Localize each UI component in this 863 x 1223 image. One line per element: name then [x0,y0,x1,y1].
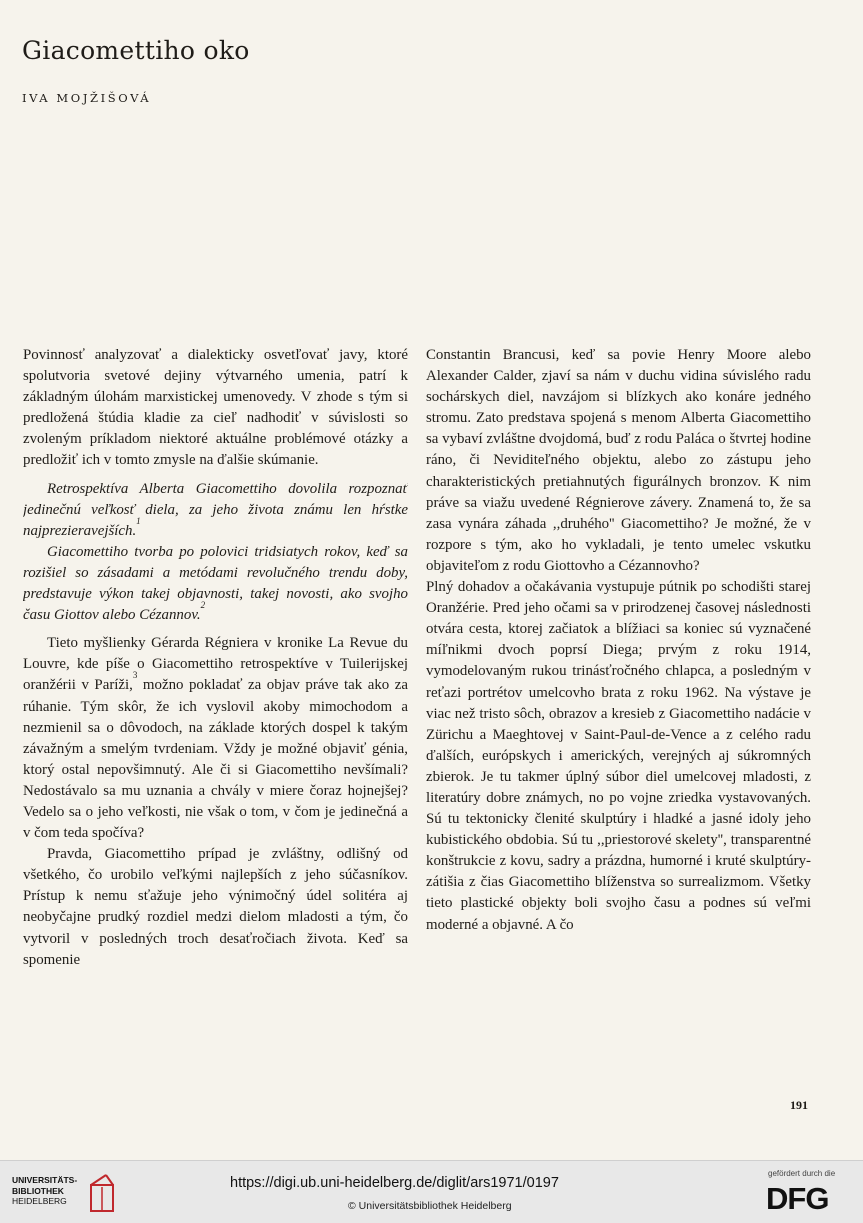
funding-note: gefördert durch die [768,1169,836,1178]
left-text-column [23,345,408,1085]
paragraph: Pravda, Giacomettiho prípad je zvláštny, odlišný od všetkého, čo urobilo veľkými najlepších z jeho súčasníkov. Prístup k nemu sťažuje jeho výnimočný údel solitéra aj neobyčajne prudký rozdiel medzi dielom mladosti a tým, čo vytvoril v posledných troch desaťročiach života. Keď sa spomenie [23,846,408,968]
footnote-ref[interactable]: 2 [200,600,206,611]
paragraph: Constantin Brancusi, keď sa povie Henry Moore alebo Alexander Calder, zjaví sa nám v duchu vidina súvislého radu sochárskych diel, navzájom si blízkych ako konáre jedného stromu. Zato predstava spojená s menom Alberta Giacomettiho sa vybaví zvláštne dvojdomá, buď z rodu Paláca o štvrtej hodine ráno, či Neviditeľného objektu, alebo zo zástupu jeho charakteristických pretiahnutých figurálnych bronzov. K nim práve sa viažu uvedené Régnierove závery. Znamená to, že sa zasa vynára záhada ,,druhého'' Giacomettiho? Je možné, že v rozpore s tým, ako ho vykladali, je tento umelec vskutku objaviteľom z rodu Giottovho a Cézannovho? [426,347,811,574]
library-logo[interactable] [12,1173,122,1213]
page-number: 191 [790,1098,808,1112]
quote-paragraph: Giacomettiho tvorba po polovici tridsiatych rokov, keď sa rozišiel so zásadami a metódami revolučného trendu doby, predstavuje výkon takej objavnosti, takej novosti, ako svojho času Giottov alebo Cézannov.$^2$ [23,543,408,624]
paragraph: Tieto myšlienky Gérarda Régniera v kronike La Revue du Louvre, kde píše o Giacomettiho retrospektíve v Tuilerijskej oranžérii v Paríži,$^3$ možno pokladať za objav práve tak ako za rúhanie. Tým skôr, že ich vyslovil akoby mimochodom a nezmienil sa o dôvodoch, na základe ktorých dospel k takým závažným a smelým tvrdeniam. Vždy je možné objaviť génia, ktorý ostal nepovšimnutý. Ale či si Giacomettiho nevšímali? Nedostávalo sa mu uznania a chvály v miere čoraz hojnejšej? Vedelo sa o jeho veľkosti, nie však o tom, v čom je jedinečná a v čom teda spočíva? [23,635,408,842]
footnote-ref[interactable]: 1 [136,515,141,526]
paragraph: Plný dohadov a očakávania vystupuje pútnik po schodišti starej Oranžérie. Pred jeho očami sa v prirodzenej časovej následnosti otvára cesta, ktorej začiatok a blížiaci sa koniec sú vyznačené míľnikmi dvoch poprsí Diega; prvým z roku 1914, vymodelovaným rukou trinásťročného chlapca, a posledným v reťazi portrétov umelcovho brata z roku 1962. Na výstave je viac než tristo sôch, obrazov a kresieb z Giacomettiho nadácie v Zürichu a Maeghtovej v Saint-Paul-de-Vence a z celého radu ďalších, európskych i amerických, verejných aj súkromných zbierok. Je tu takmer úplný súbor diel umelcovej mladosti, z literatúry dobre známych, no po vojne zriedka vystavovaných. Sú tu tektonicky členité skulptúry i hladké a jasné idoly jeho kubistického obdobia. Sú tu ,,priestorové skelety'', transparentné konštrukcie z kovu, sadry a prázdna, humorné i kruté skulptúry-zátišia z čias Giacomettiho blíženstva so surrealizmom. Všetky tieto plastické objekty boli svojho času a podnes sú veľmi moderné a objavné. A čo [426,579,811,933]
document-url-link[interactable]: https://digi.ub.uni-heidelberg.de/diglit/ars1971/0197 [230,1175,559,1191]
copyright-notice: © Universitätsbibliothek Heidelberg [348,1200,512,1212]
funder-logo[interactable] [760,1169,856,1217]
right-text-column [426,345,811,1085]
dfg-wordmark: DFG [766,1181,829,1216]
viewer-footer [0,1160,863,1223]
library-name: UNIVERSITÄTS- BIBLIOTHEK HEIDELBERG [12,1175,78,1206]
quote-paragraph: Retrospektíva Alberta Giacomettiho dovolila rozpoznať jedinečnú veľkosť diela, za jeho života známu len hŕstke najprezieravejších.$^1$ [23,480,408,539]
article-title: Giacomettiho oko [22,36,250,65]
footnote-ref[interactable]: 3 [132,670,138,681]
article-author: IVA MOJŽIŠOVÁ [22,91,152,105]
paragraph: Povinnosť analyzovať a dialekticky osvetľovať javy, ktoré spolutvoria svetové dejiny výtvarného umenia, patrí k základným úlohám marxistickej umenovedy. V zhode s tým si predložená štúdia kladie za cieľ nadhodiť v súvislosti so zvoleným príkladom niektoré aktuálne problémové otázky a predložiť ich v tomto zmysle na ďalšie skúmanie. [23,347,408,469]
library-emblem-icon [88,1173,118,1213]
